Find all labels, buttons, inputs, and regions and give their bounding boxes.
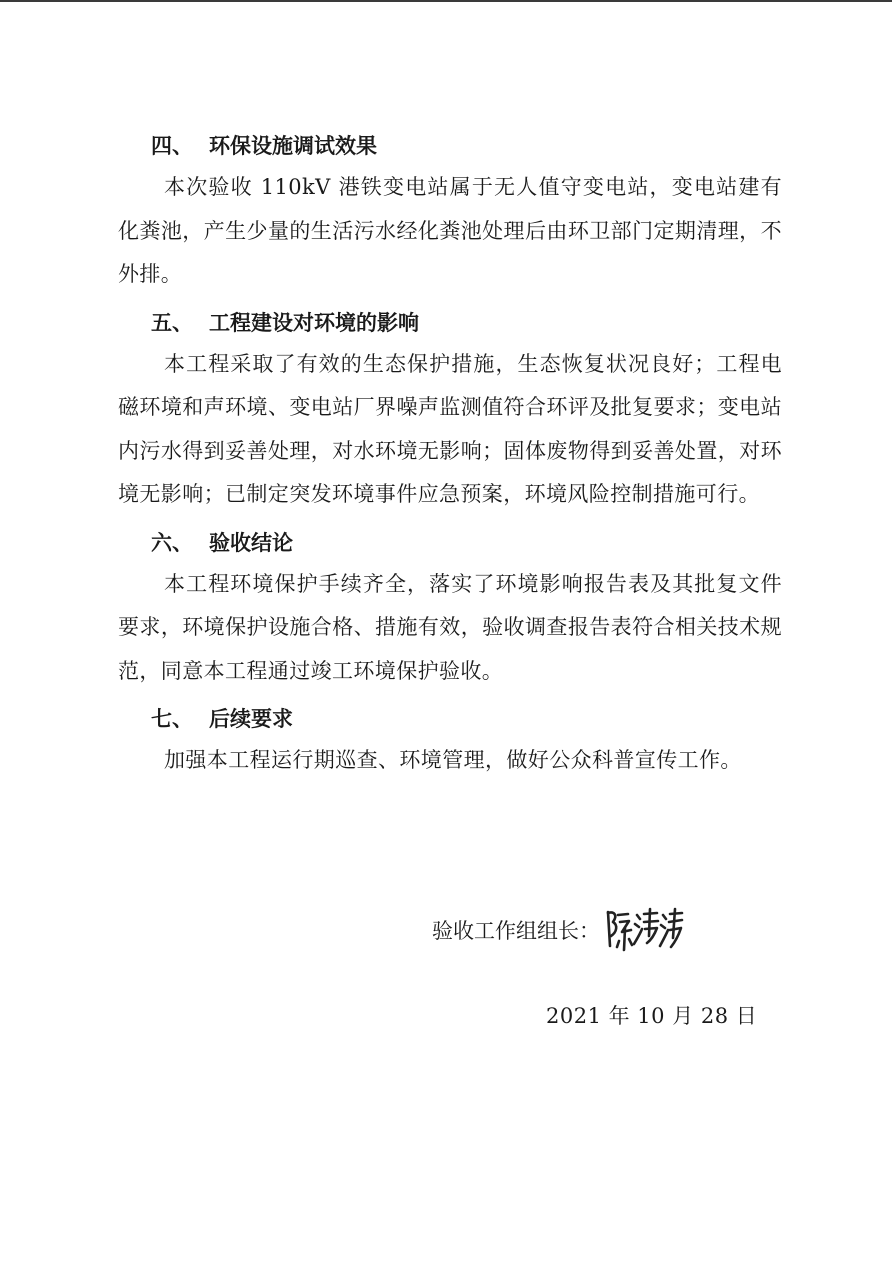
section-number: 四、 (151, 134, 193, 158)
signature-block (432, 906, 684, 954)
section-number: 五、 (151, 310, 193, 335)
section-heading (118, 523, 782, 563)
handwritten-signature (602, 906, 684, 954)
section-title: 环保设施调试效果 (209, 134, 377, 158)
section-paragraph: 加强本工程运行期巡查、环境管理，做好公众科普宣传工作。 (164, 748, 742, 772)
section-7 (118, 699, 782, 783)
section-heading (118, 303, 782, 343)
section-title: 工程建设对环境的影响 (209, 310, 419, 335)
top-border-line (0, 0, 892, 2)
signature-label: 验收工作组组长： (432, 919, 600, 943)
section-heading (118, 126, 782, 166)
document-date: 2021 年 10 月 28 日 (546, 1004, 758, 1028)
section-5 (118, 303, 782, 517)
section-4 (118, 126, 782, 297)
document-body (118, 126, 782, 783)
section-paragraph: 本工程采取了有效的生态保护措施，生态恢复状况良好；工程电磁环境和声环境、变电站厂界噪声监测值符合环评及批复要求；变电站内污水得到妥善处理，对水环境无影响；固体废物得到妥善处置，对环境无影响；已制定突发环境事件应急预案，环境风险控制措施可行。 (118, 351, 782, 506)
section-6 (118, 523, 782, 694)
section-title: 后续要求 (209, 707, 293, 731)
section-paragraph: 本工程环境保护手续齐全，落实了环境影响报告表及其批复文件要求，环境保护设施合格、措施有效，验收调查报告表符合相关技术规范，同意本工程通过竣工环境保护验收。 (118, 571, 782, 683)
section-number: 六、 (151, 530, 193, 555)
section-title: 验收结论 (209, 530, 293, 555)
section-heading (118, 699, 782, 739)
section-paragraph: 本次验收 110kV 港铁变电站属于无人值守变电站，变电站建有化粪池，产生少量的生活污水经化粪池处理后由环卫部门定期清理，不外排。 (118, 175, 782, 286)
section-number: 七、 (151, 707, 193, 731)
